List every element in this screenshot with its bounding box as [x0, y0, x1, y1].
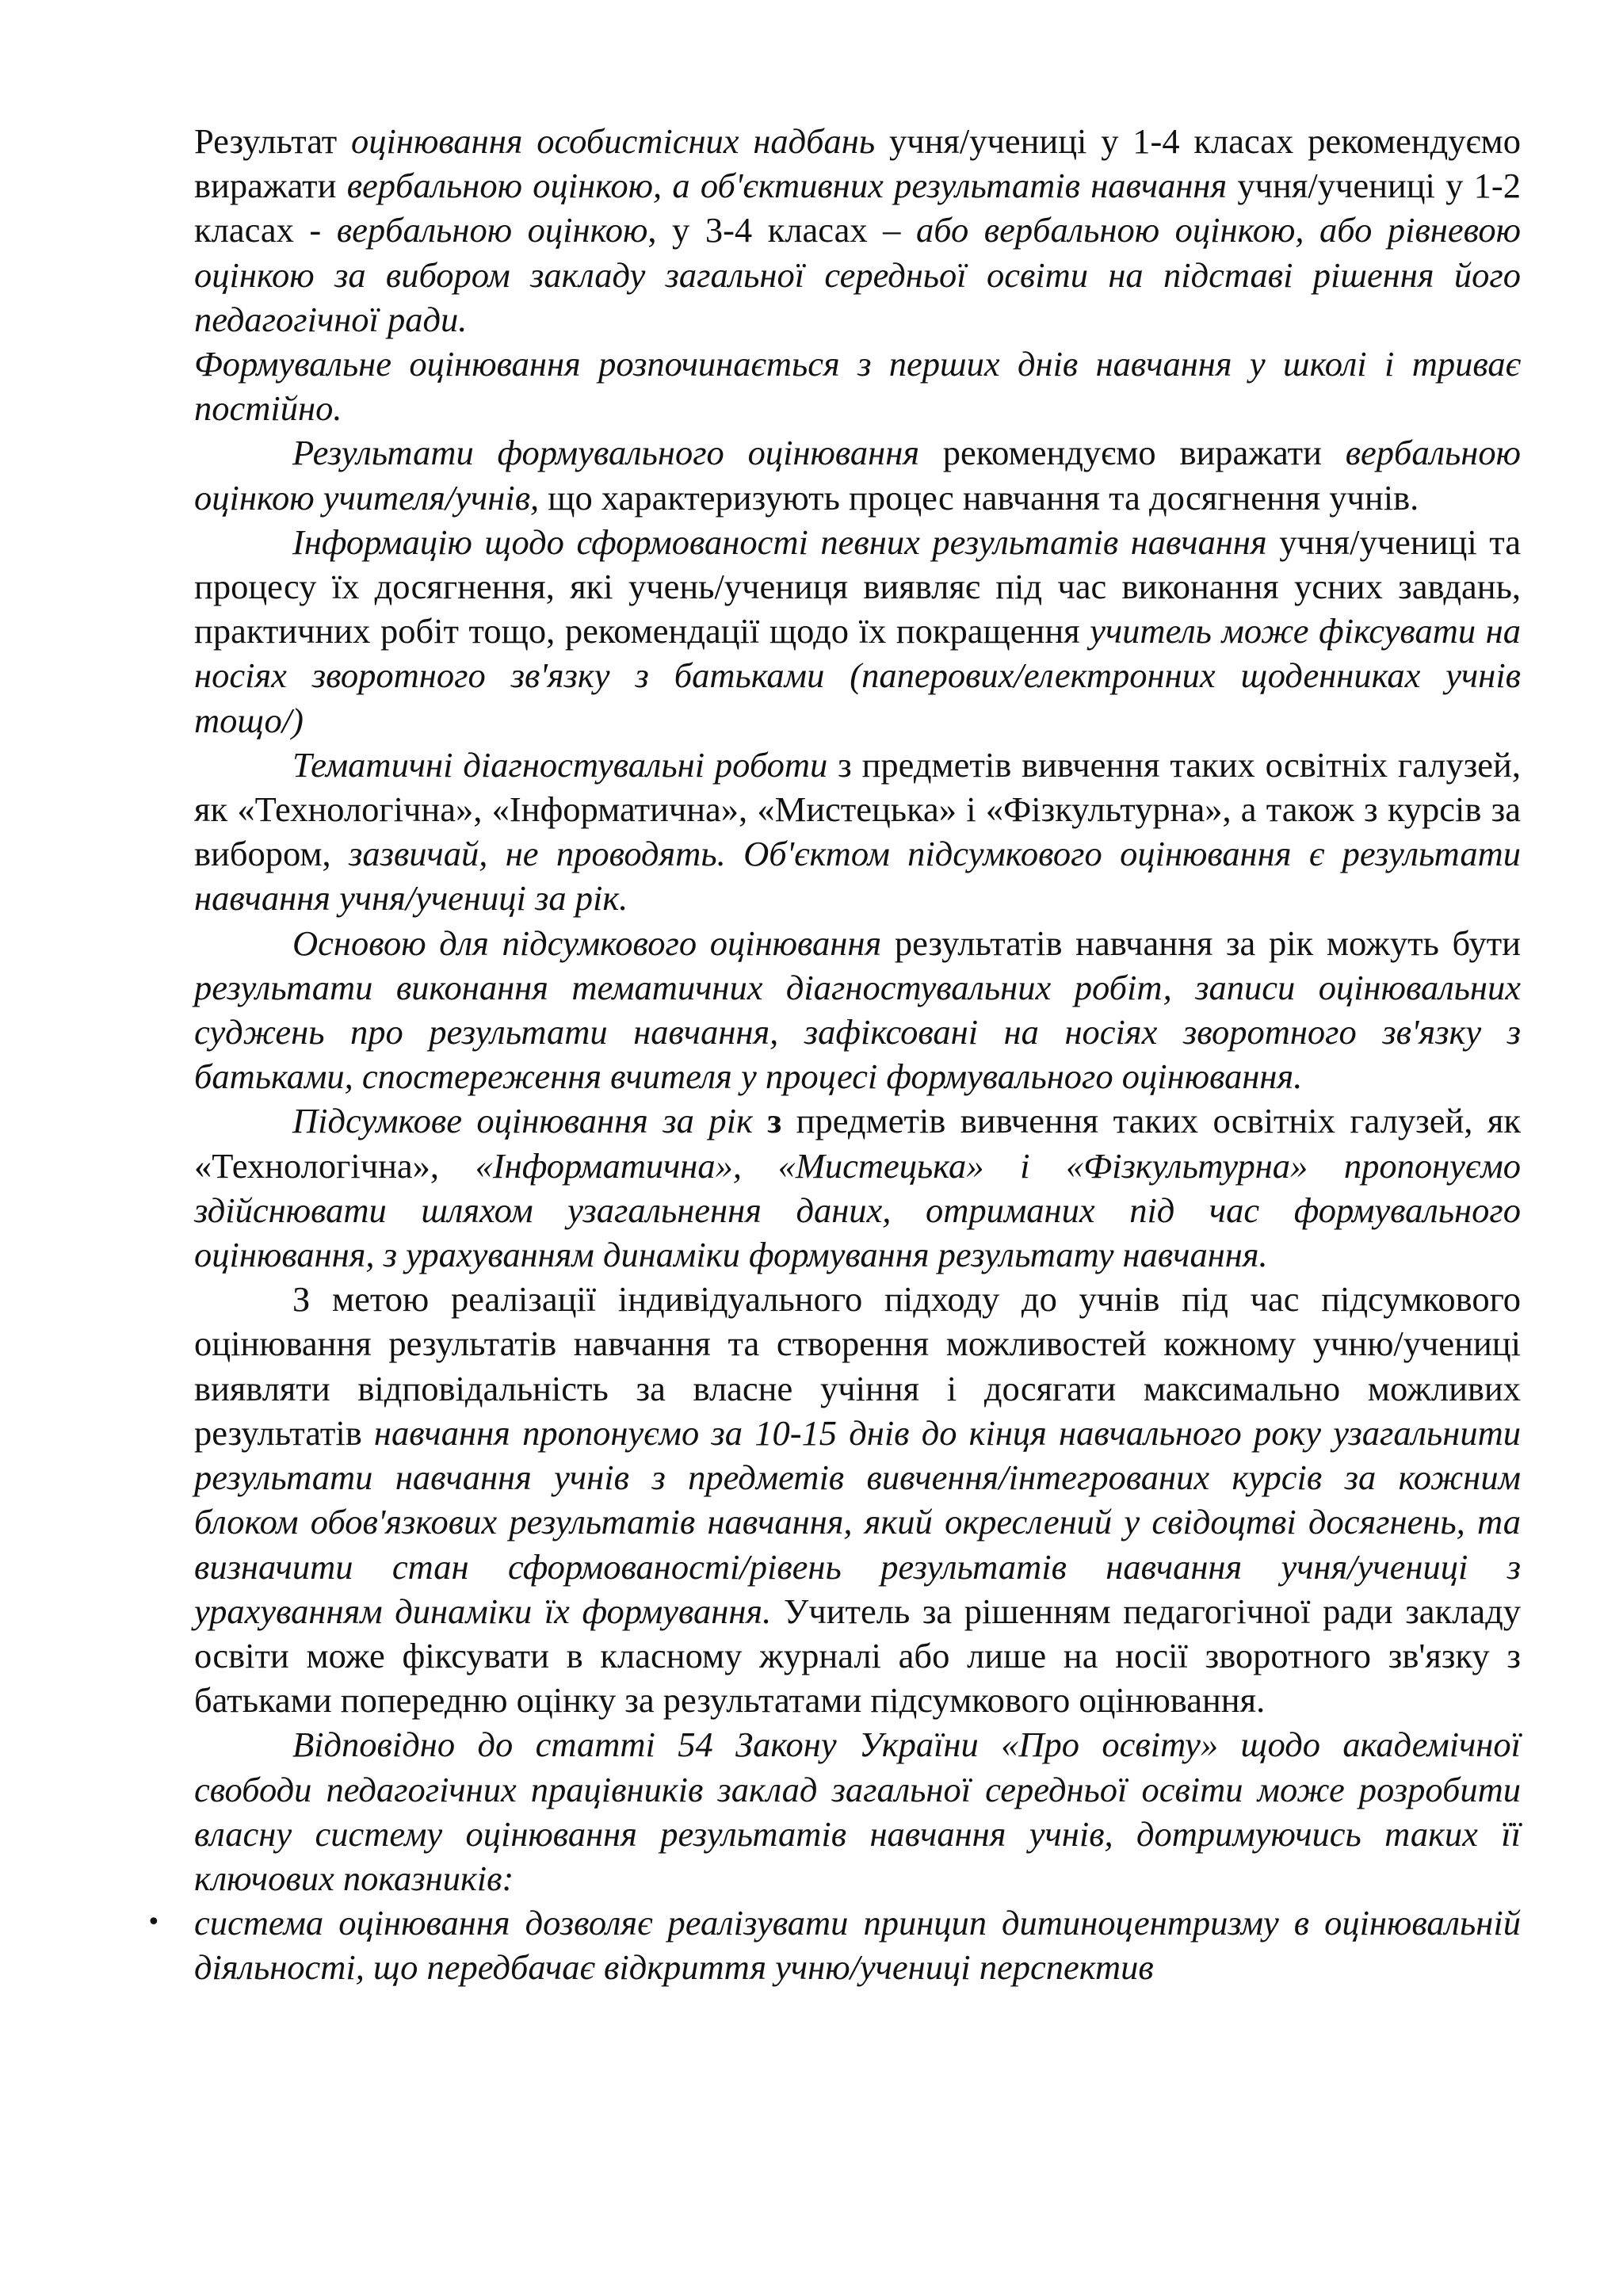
bullet-dot-icon: • — [147, 1908, 161, 1937]
bullet-list — [147, 1901, 1521, 1989]
italic-text: Формувальне оцінювання розпочинається з перших днів навчання у школі і триває постійно. — [194, 344, 1521, 429]
italic-text: Підсумкове оцінювання за рік — [292, 1101, 768, 1141]
paragraph — [194, 342, 1521, 430]
text-run: , у 3-4 класах – — [647, 210, 916, 250]
bullet-text: система оцінювання дозволяє реалізувати принцип дитиноцентризму в оцінювальній діяльності, що передбачає відкриття учню/учениці перспектив — [194, 1903, 1521, 1988]
italic-text: або вербальною оцінкою, або рівневою оцінкою за вибором закладу загальної середньої освіти на підставі рішення його педагогічної ради. — [194, 210, 1521, 339]
text-run: учня/учениці у 1-2 класах - — [194, 166, 1521, 250]
italic-text: навчання пропонуємо за 10-15 днів до кінця навчального року узагальнити результати навчання учнів з предметів вивчення/інтегрованих курсів за кожним блоком обов'язкових результатів навчання, який окреслений у свідоцтві досягнень, та визначити стан сформованості/рівень результатів навчання учня/учениці з урахуванням динаміки їх формування. — [194, 1412, 1521, 1631]
paragraph — [194, 430, 1521, 519]
paragraph — [194, 1098, 1521, 1277]
italic-text: Відповідно до статті 54 Закону України «Про освіту» щодо академічної свободи педагогічних працівників заклад загальної середньої освіти може розробити власну систему оцінювання результатів навчання учнів, дотримуючись таких її ключових показників: — [194, 1725, 1521, 1898]
italic-text: Результати формувального оцінювання — [292, 433, 920, 473]
paragraph — [194, 119, 1521, 342]
bullet-item — [147, 1901, 1521, 1989]
italic-text: вербальною оцінкою, а об'єктивних результатів навчання — [346, 166, 1228, 206]
text-run: з предметів вивчення таких освітніх галузей, як «Технологічна», «Інформатична», «Мистецька» і «Фізкультурна», а також з курсів за вибором, — [194, 744, 1521, 874]
document-page — [147, 119, 1522, 1990]
paragraph — [194, 921, 1521, 1099]
italic-text: «Інформатична», «Мистецька» і «Фізкультурна» пропонуємо здійснювати шляхом узагальнення даних, отриманих під час формувального оцінювання, з урахуванням динаміки формування результату навчання. — [194, 1145, 1521, 1275]
paragraph — [194, 520, 1521, 743]
text-run: Результат — [194, 121, 352, 161]
text-run: що характеризують процес навчання та досягнення учнів. — [539, 477, 1419, 518]
text-run: учня/учениці у 1-4 класах рекомендуємо виражати — [194, 121, 1521, 206]
document-body — [194, 119, 1521, 1901]
text-run: рекомендуємо виражати — [919, 433, 1346, 473]
text-run: З метою реалізації індивідуального підходу до учнів під час підсумкового оцінювання результатів навчання та створення можливостей кожному учню/учениці виявляти відповідальність за власне учіння і досягати максимально можливих результатів — [194, 1279, 1521, 1453]
text-run: учня/учениці та процесу їх досягнення, які учень/учениця виявляє під час виконання усних завдань, практичних робіт тощо, рекомендації щодо їх покращення — [194, 521, 1521, 651]
text-run: предметів вивчення таких освітніх галузей, як «Технологічна», — [194, 1101, 1521, 1186]
text-run: Учитель за рішенням педагогічної ради закладу освіти може фіксувати в класному журналі або лише на носії зворотного зв'язку з батьками попередню оцінку за результатами підсумкового оцінювання. — [194, 1591, 1521, 1721]
italic-text: оцінювання особистісних надбань — [351, 121, 876, 161]
bold-text: з — [767, 1101, 782, 1141]
italic-text: зазвичай, не проводять. Об'єктом підсумкового оцінювання є результати навчання учня/учениці за рік. — [194, 834, 1522, 919]
italic-text: Інформацію щодо сформованості певних результатів навчання — [292, 521, 1267, 562]
italic-text: вербальною оцінкою — [336, 210, 648, 250]
paragraph — [194, 1277, 1521, 1722]
italic-text: Основою для підсумкового оцінювання — [292, 923, 882, 963]
italic-text: результати виконання тематичних діагностувальних робіт, записи оцінювальних суджень про результати навчання, зафіксовані на носіях зворотного зв'язку з батьками, спостереження вчителя у процесі формувального оцінювання. — [194, 967, 1521, 1097]
italic-text: вербальною оцінкою учителя/учнів, — [194, 433, 1521, 518]
italic-text: Тематичні діагностувальні роботи — [292, 744, 828, 785]
paragraph — [194, 1722, 1521, 1901]
text-run: результатів навчання за рік можуть бути — [881, 923, 1521, 963]
italic-text: учитель може фіксувати на носіях зворотного зв'язку з батьками (паперових/електронних щоденниках учнів тощо/) — [194, 611, 1521, 740]
paragraph — [194, 743, 1521, 921]
